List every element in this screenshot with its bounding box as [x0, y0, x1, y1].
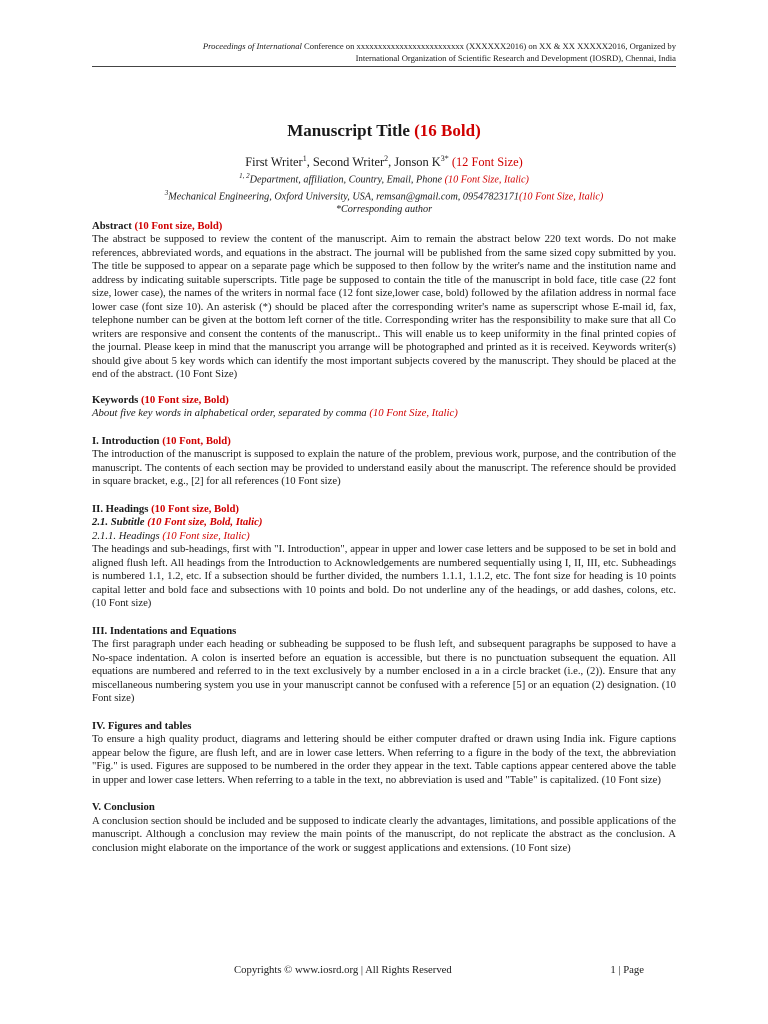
- header-proceedings: Proceedings of International: [202, 41, 302, 51]
- affiliation-1-note: (10 Font Size, Italic): [442, 174, 529, 186]
- headings-heading-text: II. Headings: [92, 502, 149, 515]
- corresponding-author: *Corresponding author: [335, 203, 433, 215]
- affiliation-2-note: (10 Font Size, Italic): [518, 190, 604, 202]
- title-text: Manuscript Title: [287, 121, 410, 140]
- abstract-text: The abstract be supposed to review the content of the manuscript. Aim to remain the abstract below 220 text words. Do not make references, abbreviated words, and equations in the abstract. The journal will be published from the same sized copy submitted by you. The title be supposed to appear on a separate page which be supposed to then follow by the writer's name and the institution name and address by indicating suitable superscripts. Title page be supposed to contain the title of the manuscript in bold face, title case (22 font size, lower case), the names of the writers in normal face (12 font size,lower case, bold) followed by the afilation address in normal face lower case (font size 10). An asterisk (*) should be placed after the corresponding writer's name as superscript whose E-mail id, fax, telephone number can be given at the bottom left corner of the title. Corresponding writer has the responsibility to make sure that all Co writers are responsive and consent the contents of the manuscript.. This will enable us to keep uniformity in the final printed copies of the journal. Please keep in mind that the manuscript you arrange will be photographed and printed as it is received. Keywords writer(s) should give about 5 key words which can identify the most important subjects covered by the manuscript. They should be placed at the end of the abstract. (10 Font Size): [92, 233, 676, 381]
- footer-page-number: 1 | Page: [610, 964, 644, 976]
- affiliation-2: [92, 187, 676, 203]
- paper-page: [92, 40, 676, 855]
- author-3-sup: 3*: [440, 154, 449, 163]
- keywords-text: [92, 407, 676, 421]
- running-header: [92, 40, 676, 67]
- keywords-body-note: (10 Font Size, Italic): [366, 407, 458, 420]
- headings-text: The headings and sub-headings, first with "I. Introduction", appear in upper and lower case letters and be supposed to be set in bold and aligned flush left. All headings from the Introduction to Acknowledgements are numbered sequentially using I, II, III, etc. Subheadings is numbered 1.1, 1.2, etc. If a subsection should be further divided, the numbers 1.1.1, 1.1.2, etc. The font size for heading is 10 points capital letter and bold face and subsections with 10 points and bold. Do not underline any of the headings, or add dashes, colons, etc. (10 Font size): [92, 543, 676, 610]
- abstract-heading: [92, 220, 676, 234]
- introduction-heading: [92, 435, 676, 449]
- author-3: , Jonson K: [388, 155, 441, 170]
- affiliation-1-text: Department, affiliation, Country, Email, Phone: [249, 174, 443, 186]
- introduction-text: The introduction of the manuscript is supposed to explain the nature of the problem, previous work, purpose, and the contribution of the manuscript. The contents of each section may be provided to understand easily about the manuscript. The reference should be provided in square bracket, e.g., [2] for all references (10 Font size): [92, 448, 676, 488]
- keywords-heading-text: Keywords: [92, 393, 139, 406]
- introduction-heading-note: (10 Font, Bold): [159, 434, 231, 447]
- header-line2: International Organization of Scientific Research and Development (IOSRD), Chennai, India: [355, 53, 676, 63]
- abstract-heading-text: Abstract: [92, 219, 132, 232]
- indentations-heading: III. Indentations and Equations: [92, 624, 237, 637]
- subtitle-text: 2.1. Subtitle: [92, 516, 145, 529]
- author-note: (12 Font Size): [448, 155, 523, 170]
- abstract-heading-note: (10 Font size, Bold): [131, 219, 223, 232]
- headings-heading: [92, 503, 676, 517]
- affiliation-2-sup: 3: [164, 188, 169, 197]
- conclusion-text: A conclusion section should be included and be supposed to indicate clearly the advantages, limitations, and possible applications of the manuscript. Although a conclusion may review the main points of the manuscript, do not replicate the abstract as the conclusion. A conclusion might elaborate on the importance of the work or suggest applications and extensions. (10 Font size): [92, 814, 676, 854]
- subtitle-heading: [92, 516, 676, 530]
- affiliation-1-sup: 1, 2: [239, 172, 250, 181]
- manuscript-title: [92, 121, 676, 141]
- author-1: First Writer: [245, 155, 303, 170]
- subsubheading-note: (10 Font size, Italic): [159, 529, 250, 542]
- author-line: [92, 154, 676, 170]
- author-1-sup: 1: [302, 154, 307, 163]
- keywords-heading: [92, 394, 676, 408]
- header-line1: Conference on xxxxxxxxxxxxxxxxxxxxxxxxx (XXXXXX2016) on XX & XX XXXXX2016, Organized by: [301, 41, 676, 51]
- conclusion-heading: V. Conclusion: [92, 801, 155, 814]
- affiliation-2-text: Mechanical Engineering, Oxford University, USA, remsan@gmail.com, 09547823171: [168, 190, 519, 202]
- author-2-sup: 2: [384, 154, 389, 163]
- title-note: (16 Bold): [414, 121, 481, 140]
- subtitle-note: (10 Font size, Bold, Italic): [144, 516, 263, 529]
- headings-heading-note: (10 Font size, Bold): [148, 502, 239, 515]
- affiliation-1: [92, 170, 676, 186]
- subsubheading: [92, 530, 676, 544]
- subsubheading-text: 2.1.1. Headings: [92, 529, 160, 542]
- indentations-text: The first paragraph under each heading or subheading be supposed to be flush left, and subsequent paragraphs be supposed to have a No-space indentation. A colon is inserted before an equation is accessible, but there is no punctuation subsequent the equation. All equations are numbered and referred to in the text exclusively by a number enclosed in a in a circle bracket (i.e., (2)). Ensure that any miscellaneous numbering system you use in your manuscript cannot be confused with a reference [5] or an equation (2) designation. (10 Font size): [92, 638, 676, 705]
- introduction-heading-text: I. Introduction: [92, 434, 160, 447]
- author-2: , Second Writer: [306, 155, 385, 170]
- keywords-heading-note: (10 Font size, Bold): [138, 393, 229, 406]
- figures-text: To ensure a high quality product, diagrams and lettering should be either computer drafted or drawn using India ink. Figure captions appear below the figure, are flush left, and are in lower case letters. When referring to a figure in the body of the text, the abbreviation "Fig." is used. Figures are supposed to be numbered in the order they appear in the text. Table captions appear centered above the table in upper and lower case letters. When referring to a table in the text, no abbreviation is used and "Table" is capitalized. (10 Font size): [92, 733, 676, 786]
- keywords-body: About five key words in alphabetical order, separated by comma: [92, 407, 367, 420]
- footer-copyright: Copyrights © www.iosrd.org | All Rights Reserved: [234, 964, 452, 976]
- figures-heading: IV. Figures and tables: [92, 719, 192, 732]
